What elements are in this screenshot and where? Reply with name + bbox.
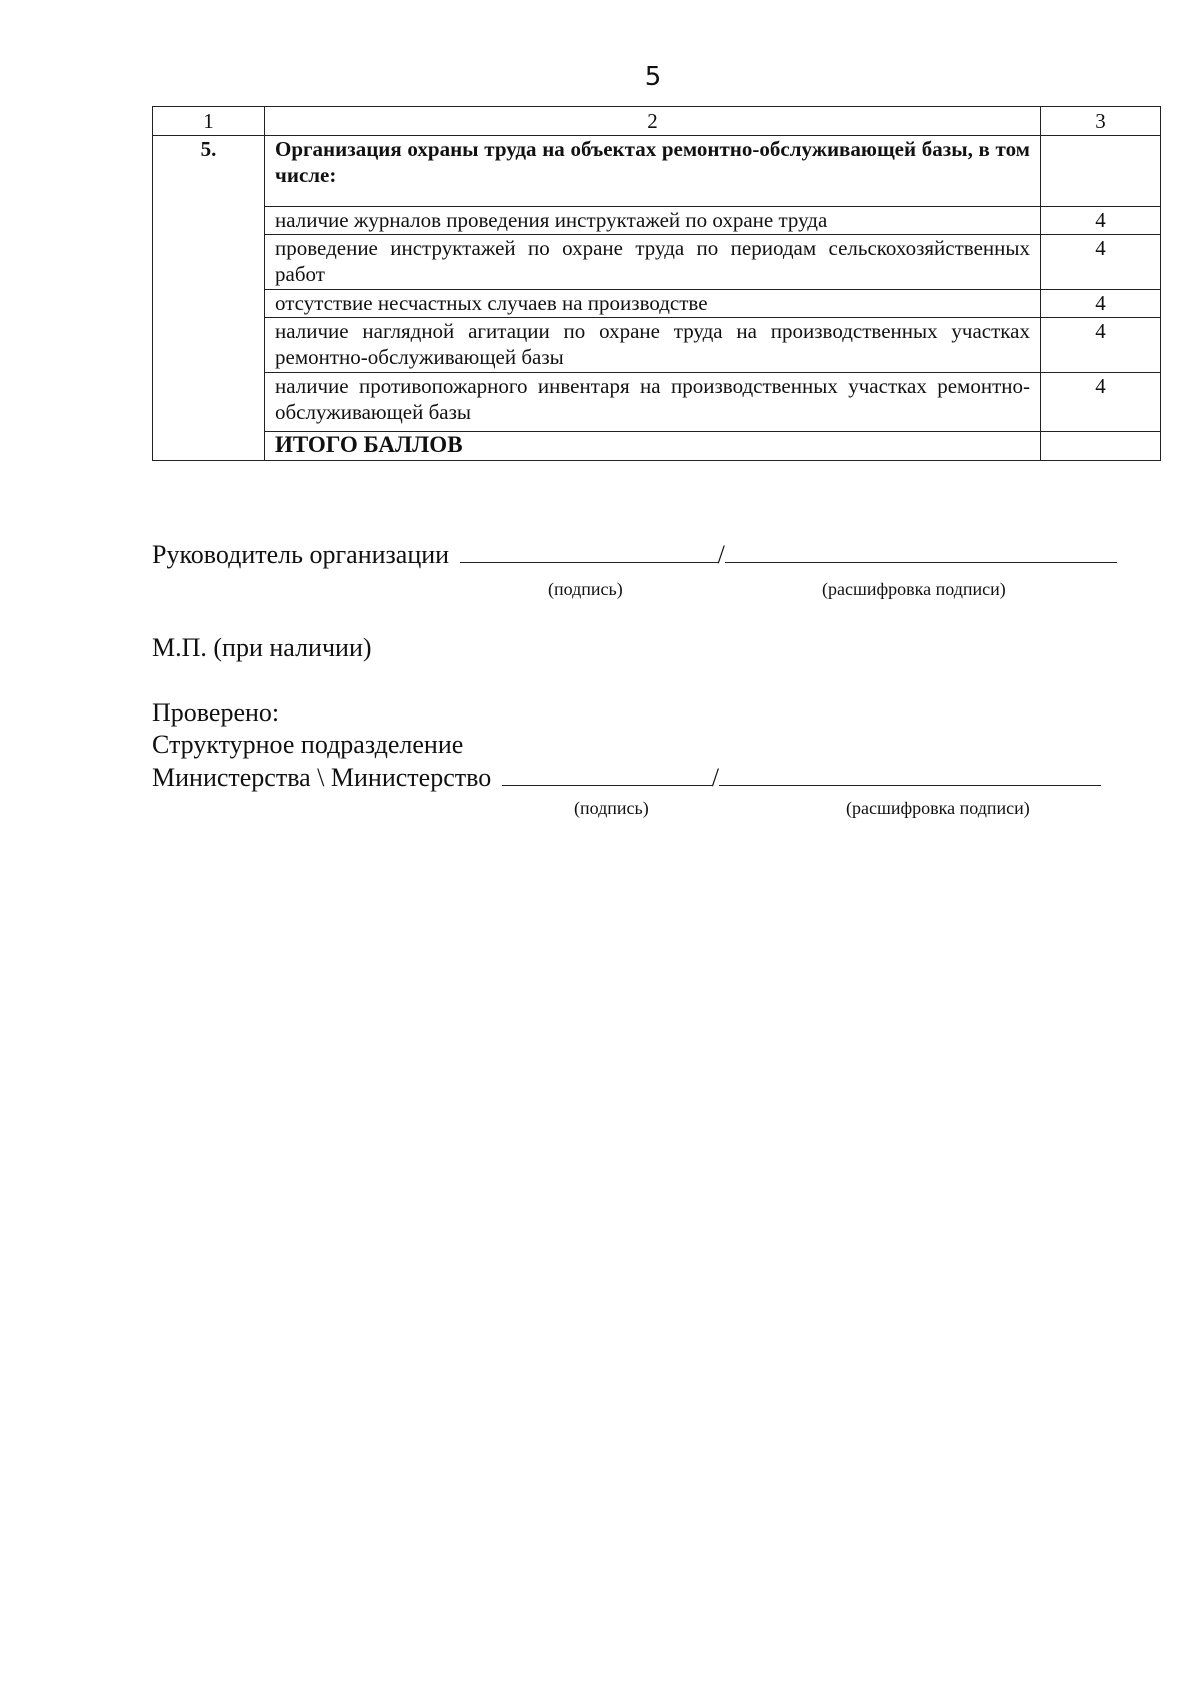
checked-signature-caption: (подпись) [574, 798, 649, 818]
section-number: 5. [153, 136, 265, 461]
score-table [152, 106, 1161, 461]
head-signature-slash: / [717, 540, 725, 569]
checked-signature-field[interactable] [502, 761, 712, 786]
table-row [153, 235, 1161, 290]
header-cell-3: 3 [1041, 107, 1161, 136]
item-score: 4 [1041, 318, 1161, 373]
head-decode-caption: (расшифровка подписи) [822, 579, 1006, 599]
table-header-row [153, 107, 1161, 136]
page-number: 5 [644, 62, 662, 92]
total-row [153, 432, 1161, 461]
item-score: 4 [1041, 235, 1161, 290]
total-label: ИТОГО БАЛЛОВ [265, 432, 1041, 461]
head-signature-label: Руководитель организации [152, 540, 450, 569]
checked-ministry-line [152, 761, 1101, 794]
checked-decode-caption: (расшифровка подписи) [846, 798, 1030, 818]
head-signature-decode-field[interactable] [725, 538, 1117, 563]
table-row [153, 373, 1161, 432]
header-cell-1: 1 [153, 107, 265, 136]
head-signature-caption: (подпись) [548, 579, 623, 599]
section-title: Организация охраны труда на объектах ремонтно-обслуживающей базы, в том числе: [265, 136, 1041, 207]
item-score: 4 [1041, 290, 1161, 318]
table-row [153, 318, 1161, 373]
item-text: наличие противопожарного инвентаря на производственных участках ремонтно-обслуживающей базы [265, 373, 1041, 432]
checked-decode-field[interactable] [719, 761, 1101, 786]
head-signature-field[interactable] [460, 538, 718, 563]
item-text: проведение инструктажей по охране труда по периодам сельскохозяйственных работ [265, 235, 1041, 290]
item-text: наличие журналов проведения инструктажей по охране труда [265, 207, 1041, 235]
header-cell-2: 2 [265, 107, 1041, 136]
item-text: наличие наглядной агитации по охране труда на производственных участках ремонтно-обслуживающей базы [265, 318, 1041, 373]
item-text: отсутствие несчастных случаев на производстве [265, 290, 1041, 318]
item-score: 4 [1041, 373, 1161, 432]
head-signature-line [152, 538, 1117, 571]
checked-label: Проверено: [152, 698, 280, 727]
section-score [1041, 136, 1161, 207]
table-row [153, 136, 1161, 207]
checked-department: Структурное подразделение [152, 730, 464, 759]
stamp-text: М.П. (при наличии) [152, 633, 372, 662]
table-row [153, 290, 1161, 318]
table-row [153, 207, 1161, 235]
item-score: 4 [1041, 207, 1161, 235]
checked-signature-slash: / [711, 763, 719, 792]
checked-ministry-label: Министерства \ Министерство [152, 763, 492, 792]
total-score [1041, 432, 1161, 461]
